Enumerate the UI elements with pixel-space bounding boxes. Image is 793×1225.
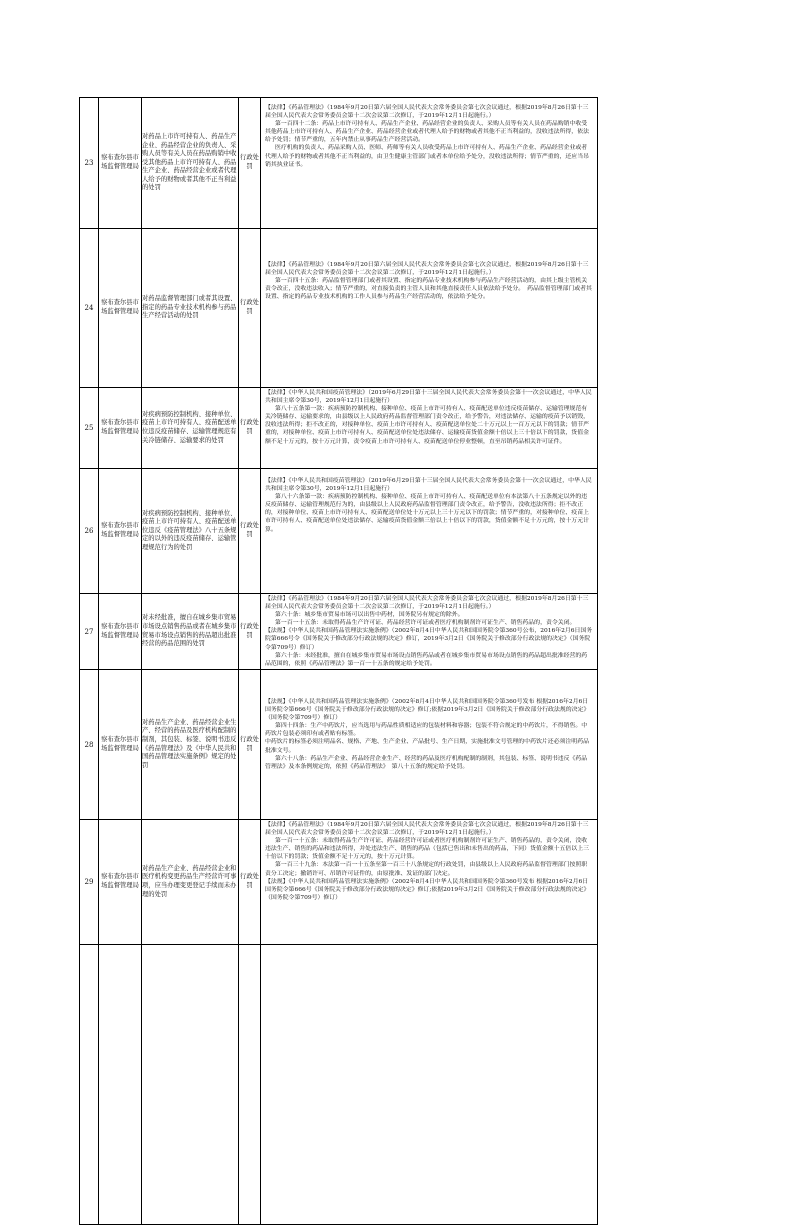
basis-paragraph: 【法律】《中华人民共和国疫苗管理法》（2019年6月29日第十三届全国人民代表大会常务委员会第十一次会议通过，中华人民共和国主席令第30号，2019年12月1日起施行） <box>265 390 592 405</box>
department-cell: 察布查尔县市场监督管理局 <box>99 229 142 388</box>
basis-paragraph: 第一百四十五条：药品监督管理部门或者其设置、指定的药品专业技术机构参与药品生产经营活动的，由其上级主管机关责令改正，没收违法收入；情节严重的，对直接负责的主管人员和其他直接责任人员依法给予处分。 药品监督管理部门或者其设置、指定的药品专业技术机构的工作人员参与药品生产经营活动的，依法给予处分。 <box>265 278 592 301</box>
basis-paragraph: 医疗机构的负责人、药品采购人员、医师、药师等有关人员收受药品上市许可持有人、药品生产企业、药品经营企业或者代理人给予的财物或者其他不正当利益的，由卫生健康主管部门或者本单位给予处分，没收违法所得；情节严重的，还应当吊销其执业证书。 <box>265 145 589 168</box>
basis-paragraph: 第六十条：城乡集市贸易市场可以出售中药材，国务院另有规定的除外。 <box>275 612 464 619</box>
type-cell: 行政处罚 <box>239 388 261 469</box>
empty-cell <box>239 945 261 1225</box>
row-number: 29 <box>80 820 99 945</box>
empty-table-row <box>80 945 598 1225</box>
department-cell: 察布查尔县市场监督管理局 <box>99 820 142 945</box>
table-row <box>80 594 598 670</box>
legal-basis-cell <box>261 469 598 594</box>
row-number: 25 <box>80 388 99 469</box>
basis-paragraph: 【法规】《中华人民共和国药品管理法实施条例》（2002年8月4日中华人民共和国国务院令第360号发布 根据2016年2月6日国务院令第666号《国务院关于修改部分行政法规的决定》修订;依据2019年3月2日《国务院关于修改部分行政法规的决定》（国务院令第709号）修订） <box>265 878 590 901</box>
basis-paragraph: 【法律】《药品管理法》（1984年9月20日第六届全国人民代表大会常务委员会第七次会议通过，根据2019年8月26日第十三届全国人民代表大会常务委员会第十二次会议第二次修订，于2019年12月1日起施行。） <box>265 105 589 120</box>
basis-paragraph: 第四十四条：生产中药饮片，应当选用与药品性质相适应的包装材料和容器；包装不符合规定的中药饮片，不得销售。中药饮片包装必须印有或者贴有标签。 <box>265 723 588 738</box>
basis-paragraph: 【法律】《药品管理法》（1984年9月20日第六届全国人民代表大会常务委员会第七次会议通过，根据2019年8月26日第十三届全国人民代表大会常务委员会第十二次会议第二次修订，于2019年12月1日起施行。） <box>265 596 589 611</box>
row-number: 27 <box>80 594 99 670</box>
penalty-item-text: 对药品生产企业、药品经营企业和医疗机构变更药品生产经营许可事项，应当办理变更登记手续而未办理的处罚 <box>142 864 237 898</box>
penalty-item-text: 对药品监督管理部门或者其设置、指定的药品专业技术机构参与药品生产经营活动的处罚 <box>142 295 237 320</box>
basis-paragraph: 第六十八条：药品生产企业、药品经营企业生产、经营的药品及医疗机构配制的制剂，其包装、标签、说明书违反《药品管理法》及本条例规定的，依照《药品管理法》 第八十五条的规定给予处罚。 <box>265 755 588 770</box>
basis-paragraph: 第一百一十五条：未取得药品生产许可证、药品经营许可证或者医疗机构制剂许可证生产、销售药品的，责令关闭，没收违法生产、销售的药品和违法所得，并处违法生产、销售的药品（包括已售出和未售出的药品，下同）货值金额十五倍以上三十倍以下的罚款；货值金额不足十万元的，按十万元计算。 <box>265 838 589 861</box>
basis-paragraph: 【法规】《中华人民共和国药品管理法实施条例》（2002年8月4日中华人民共和国国务院令第360号发布 根据2016年2月6日国务院令第666号《国务院关于修改部分行政法规的决定》修订;依据2019年3月2日《国务院关于修改部分行政法规的决定》（国务院令第709号）修订） <box>265 699 590 722</box>
basis-paragraph: 第一百三十九条：本法第一百一十五条至第一百三十八条规定的行政处罚，由县级以上人民政府药品监督管理部门按照职责分工决定；撤销许可、吊销许可证件的，由原批准、发证的部门决定。 <box>265 862 588 877</box>
empty-cell <box>142 945 239 1225</box>
basis-paragraph: 第八十五条第一款：疾病预防控制机构、接种单位、疫苗上市许可持有人、疫苗配送单位违反疫苗储存、运输管理规范有关冷链储存、运输要求的，由县级以上人民政府药品监督管理部门责令改正，给予警告，对违法储存、运输的疫苗予以销毁，没收违法所得；拒不改正的，对接种单位、疫苗上市许可持有人、疫苗配送单位处二十万元以上一百万元以下的罚款；情节严重的，对接种单位、疫苗上市许可持有人、疫苗配送单位处违法储存、运输疫苗货值金额十倍以上三十倍以下的罚款，货值金额不足十万元的，按十万元计算，责令疫苗上市许可持有人、疫苗配送单位停业整顿，直至吊销药品相关许可证件。 <box>265 406 589 445</box>
penalty-item-cell <box>142 820 239 945</box>
legal-basis-cell <box>261 820 598 945</box>
legal-basis-cell <box>261 388 598 469</box>
legal-basis-cell <box>261 229 598 388</box>
row-number: 28 <box>80 670 99 820</box>
empty-cell <box>261 945 598 1225</box>
basis-paragraph: 【法规】《中华人民共和国药品管理法实施条例》（2002年8月4日中华人民共和国国务院令第360号公布，2016年2月6日国务院第666号令《国务院关于修改部分行政法规的决定》修订，2019年3月2日《国务院关于修改部分行政法规的决定》（国务院令第709号）修订） <box>265 628 593 651</box>
table-row <box>80 388 598 469</box>
basis-paragraph: 中药饮片的标签必须注明品名、规格、产地、生产企业、产品批号、生产日期，实施批准文号管理的中药饮片还必须注明药品批准文号。 <box>265 739 589 754</box>
table-body <box>80 98 598 1225</box>
basis-paragraph: 第一百一十五条：未取得药品生产许可证、药品经营许可证或者医疗机构制剂许可证生产、销售药品的，责令关闭。 <box>275 620 576 627</box>
row-number: 23 <box>80 98 99 229</box>
penalty-table <box>79 97 598 1225</box>
basis-paragraph: 【法律】《药品管理法》（1984年9月20日第六届全国人民代表大会常务委员会第七次会议通过，根据2019年8月26日第十三届全国人民代表大会常务委员会第十二次会议第二次修订，于2019年12月1日起施行。） <box>265 822 589 837</box>
type-cell: 行政处罚 <box>239 670 261 820</box>
penalty-item-text: 对药品生产企业、药品经营企业生产、经营的药品及医疗机构配制的制剂，其包装、标签、说明书违反《药品管理法》及《中华人民共和国药品管理法实施条例》规定的处罚 <box>142 718 237 769</box>
row-number: 24 <box>80 229 99 388</box>
type-cell: 行政处罚 <box>239 98 261 229</box>
penalty-item-cell <box>142 229 239 388</box>
basis-paragraph: 第八十六条第一款：疾病预防控制机构、接种单位、疫苗上市许可持有人、疫苗配送单位有本法第八十五条规定以外的违反疫苗储存、运输管理规范行为的，由县级以上人民政府药品监督管理部门责令改正，给予警告，没收违法所得；拒不改正的，对接种单位、疫苗上市许可持有人、疫苗配送单位处十万元以上三十万元以下的罚款；情节严重的，对接种单位、疫苗上市许可持有人、疫苗配送单位处违法储存、运输疫苗货值金额三倍以上十倍以下的罚款，货值金额不足十万元的，按十万元计算。 <box>265 494 589 533</box>
department-cell: 察布查尔县市场监督管理局 <box>99 388 142 469</box>
table-row <box>80 229 598 388</box>
type-cell: 行政处罚 <box>239 469 261 594</box>
basis-paragraph: 第六十条：未经批准，擅自在城乡集市贸易市场设点销售药品或者在城乡集市贸易市场设点销售的药品超出批准经营的药品范围的，依照《药品管理法》第一百一十五条的规定给予处罚。 <box>265 652 588 667</box>
legal-basis-cell <box>261 98 598 229</box>
penalty-item-cell <box>142 469 239 594</box>
penalty-item-cell <box>142 594 239 670</box>
department-cell: 察布查尔县市场监督管理局 <box>99 98 142 229</box>
table-row <box>80 670 598 820</box>
department-cell: 察布查尔县市场监督管理局 <box>99 594 142 670</box>
department-cell: 察布查尔县市场监督管理局 <box>99 670 142 820</box>
penalty-item-cell <box>142 98 239 229</box>
table-row <box>80 469 598 594</box>
penalty-item-cell <box>142 388 239 469</box>
legal-basis-cell <box>261 594 598 670</box>
penalty-item-text: 对疾病预防控制机构、接种单位、疫苗上市许可持有人、疫苗配送单位违反疫苗储存、运输管理规范有关冷链储存、运输要求的处罚 <box>142 410 237 444</box>
type-cell: 行政处罚 <box>239 820 261 945</box>
row-number: 26 <box>80 469 99 594</box>
penalty-item-text: 对疾病预防控制机构、接种单位、疫苗上市许可持有人、疫苗配送单位违反《疫苗管理法》八十五条规定的以外的违反疫苗储存、运输管理规范行为的处罚 <box>142 509 237 551</box>
penalty-item-text: 对药品上市许可持有人、药品生产企业、药品经营企业的负责人、采购人员等有关人员在药品购销中收受其他药品上市许可持有人、药品生产企业、药品经营企业或者代理人给予的财物或者其他不正当利益的处罚 <box>142 132 237 192</box>
table-row <box>80 98 598 229</box>
empty-cell <box>99 945 142 1225</box>
basis-paragraph: 【法律】《中华人民共和国疫苗管理法》（2019年6月29日第十三届全国人民代表大会常务委员会第十一次会议通过，中华人民共和国主席令第30号，2019年12月1日起施行） <box>265 478 592 493</box>
penalty-item-cell <box>142 670 239 820</box>
table-row <box>80 820 598 945</box>
type-cell: 行政处罚 <box>239 594 261 670</box>
legal-basis-cell <box>261 670 598 820</box>
penalty-item-text: 对未经批准，擅自在城乡集市贸易市场设点销售药品或者在城乡集市贸易市场设点销售的药品超出批准经营的药品范围的处罚 <box>142 614 237 648</box>
basis-paragraph: 第一百四十二条：药品上市许可持有人、药品生产企业、药品经营企业的负责人、采购人员等有关人员在药品购销中收受其他药品上市许可持有人、药品生产企业、药品经营企业或者代理人给予的财物或者其他不正当利益的，没收违法所得，依法给予处罚；情节严重的，五年内禁止从事药品生产经营活动。 <box>265 121 589 144</box>
department-cell: 察布查尔县市场监督管理局 <box>99 469 142 594</box>
empty-cell <box>80 945 99 1225</box>
basis-paragraph: 【法律】《药品管理法》（1984年9月20日第六届全国人民代表大会常务委员会第七次会议通过，根据2019年8月26日第十三届全国人民代表大会常务委员会第十二次会议第二次修订，于2019年12月1日起施行。） <box>265 262 589 277</box>
type-cell: 行政处罚 <box>239 229 261 388</box>
